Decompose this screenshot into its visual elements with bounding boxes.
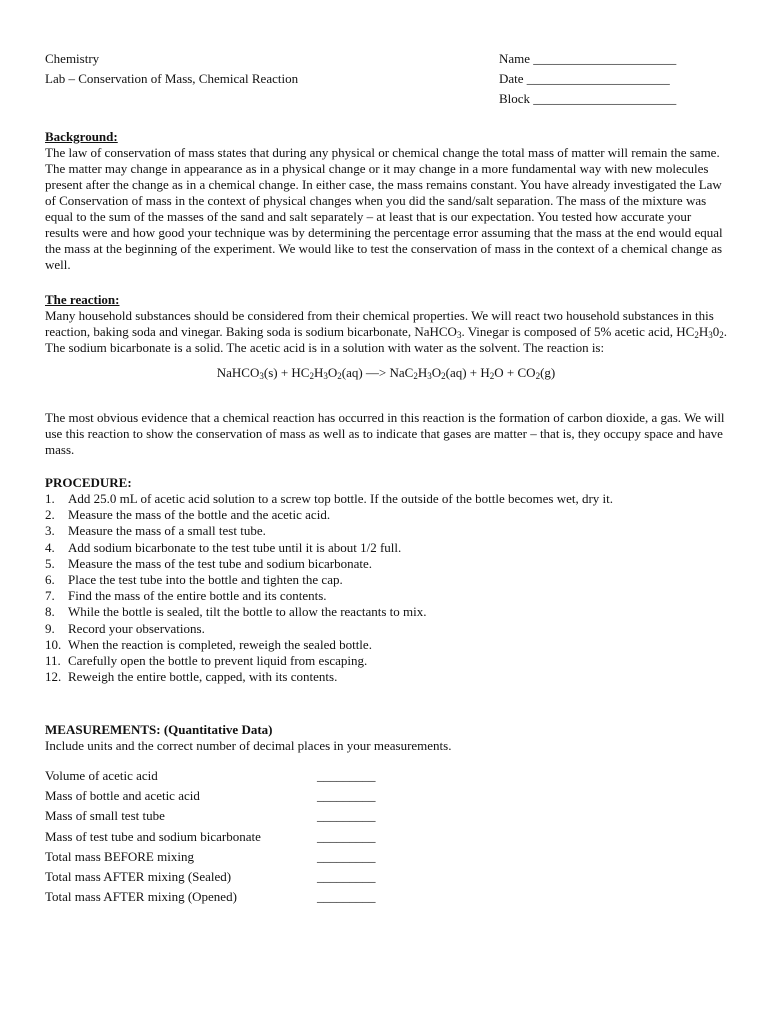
step-number: 8. <box>45 604 55 620</box>
chemical-equation <box>45 365 727 389</box>
step-number: 5. <box>45 555 55 571</box>
equation-part: (aq) + H <box>445 365 490 380</box>
procedure-step <box>45 653 727 669</box>
equation-part: H <box>313 365 324 380</box>
course-name: Chemistry <box>45 51 100 66</box>
procedure-step <box>45 540 727 556</box>
reaction-text-part: H <box>698 324 709 339</box>
equation-part: H <box>417 365 428 380</box>
observation-paragraph <box>45 410 727 458</box>
step-number: 3. <box>45 523 55 539</box>
measurement-label: Total mass AFTER mixing (Opened) <box>45 889 237 905</box>
reaction-heading: The reaction: <box>45 292 120 307</box>
step-text: Find the mass of the entire bottle and its contents. <box>68 588 327 604</box>
procedure-step <box>45 621 727 637</box>
procedure-steps <box>45 491 727 685</box>
reaction-text-part: . The sodium bicarbonate is a solid. The acetic acid is in a solution with water as the solvent. The reaction is: <box>45 324 727 355</box>
subscript: 2 <box>441 371 446 381</box>
step-text: Measure the mass of the test tube and sodium bicarbonate. <box>68 555 372 571</box>
subscript: 3 <box>427 371 432 381</box>
measurement-blank[interactable]: _________ <box>317 889 376 905</box>
measurements-heading: MEASUREMENTS: (Quantitative Data) <box>45 722 273 737</box>
step-text: When the reaction is completed, reweigh the sealed bottle. <box>68 636 372 652</box>
equation-part: O <box>327 365 338 380</box>
procedure-step <box>45 556 727 572</box>
measurement-blank[interactable]: _________ <box>317 768 376 783</box>
measurement-label: Volume of acetic acid <box>45 768 158 783</box>
observation-text: The most obvious evidence that a chemical reaction has occurred in this reaction is the formation of carbon dioxide, a gas. We will use this reaction to show the conservation of mass as well as to indicate that gases are matter – that is, they occupy space and have mass. <box>45 410 725 457</box>
reaction-text-part: . Vinegar is composed of 5% acetic acid, HC <box>461 324 695 339</box>
subscript: 3 <box>456 330 462 340</box>
subscript: 2 <box>719 330 724 340</box>
step-text: While the bottle is sealed, tilt the bottle to allow the reactants to mix. <box>68 604 427 620</box>
procedure-heading: PROCEDURE: <box>45 475 132 490</box>
measurements-section <box>45 722 727 909</box>
measurement-row <box>45 829 727 849</box>
measurement-label: Mass of test tube and sodium bicarbonate <box>45 828 261 844</box>
procedure-section <box>45 475 727 685</box>
header-left <box>45 51 298 91</box>
measurement-label: Mass of bottle and acetic acid <box>45 788 200 804</box>
equation-part: (g) <box>540 365 556 380</box>
measurement-row <box>45 808 727 828</box>
reaction-text-part: Many household substances should be considered from their chemical properties. We will react two household substances in this reaction, baking soda and vinegar. Baking soda is sodium bicarbonate, NaHCO <box>45 308 714 339</box>
subscript: 2 <box>337 371 342 381</box>
measurement-row <box>45 849 727 869</box>
measurement-blank[interactable]: _________ <box>317 848 376 864</box>
subscript: 2 <box>535 371 541 381</box>
background-heading: Background: <box>45 129 118 144</box>
step-number: 4. <box>45 539 55 555</box>
procedure-step <box>45 637 727 653</box>
procedure-step <box>45 572 727 588</box>
background-section <box>45 129 727 273</box>
measurements-list <box>45 768 727 909</box>
step-text: Measure the mass of a small test tube. <box>68 523 266 539</box>
step-text: Record your observations. <box>68 620 205 636</box>
lab-title: Lab – Conservation of Mass, Chemical Reaction <box>45 71 299 86</box>
measurement-row <box>45 889 727 909</box>
procedure-step <box>45 669 727 685</box>
equation-part: O <box>431 365 442 380</box>
background-text: The law of conservation of mass states that during any physical or chemical change the total mass of matter will remain the same. The matter may change in appearance as in a physical change or it may change in a more fundamental way with new molecules present after the change as in a chemical change. In either case, the mass remains constant. You have already investigated the Law of Conservation of mass in the context of physical changes when you did the sand/salt separation. The mass of the mixture was equal to the sum of the masses of the sand and salt separately – at least that is our expectation. You tested how accurate your results were and how good your technique was by determining the percentage error assuming that the mass at the end would equal the mass at the beginning of the experiment. We would like to test the conservation of mass in the context of a chemical change as well. <box>45 145 723 272</box>
equation-part: O + CO <box>494 365 536 380</box>
measurement-blank[interactable]: _________ <box>317 868 376 884</box>
measurement-label: Total mass AFTER mixing (Sealed) <box>45 868 232 884</box>
procedure-step <box>45 588 727 604</box>
equation-part: (s) + HC <box>263 365 310 380</box>
reaction-section <box>45 292 727 389</box>
procedure-step <box>45 604 727 620</box>
step-number: 7. <box>45 588 55 604</box>
procedure-step <box>45 491 727 507</box>
step-text: Add sodium bicarbonate to the test tube until it is about 1/2 full. <box>68 539 402 555</box>
step-text: Carefully open the bottle to prevent liquid from escaping. <box>68 652 368 668</box>
name-field[interactable]: Name ______________________ <box>499 51 677 66</box>
step-number: 2. <box>45 507 55 523</box>
date-field[interactable]: Date ______________________ <box>499 71 670 86</box>
step-number: 11. <box>45 652 61 668</box>
step-number: 10. <box>45 636 62 652</box>
block-field[interactable]: Block ______________________ <box>499 91 677 106</box>
equation-part: NaHCO <box>216 365 260 380</box>
subscript: 2 <box>413 371 418 381</box>
subscript: 2 <box>694 330 699 340</box>
header-right <box>499 51 676 111</box>
step-text: Reweigh the entire bottle, capped, with its contents. <box>68 669 338 685</box>
step-number: 9. <box>45 620 55 636</box>
measurement-row <box>45 788 727 808</box>
step-number: 6. <box>45 571 55 587</box>
subscript: 3 <box>323 371 328 381</box>
step-text: Place the test tube into the bottle and tighten the cap. <box>68 571 343 587</box>
measurement-row <box>45 768 727 788</box>
procedure-step <box>45 507 727 523</box>
subscript: 3 <box>259 371 264 381</box>
measurement-label: Total mass BEFORE mixing <box>45 848 194 864</box>
step-text: Measure the mass of the bottle and the acetic acid. <box>68 507 331 523</box>
procedure-step <box>45 523 727 539</box>
equation-part: (aq) —> NaC <box>341 365 414 380</box>
subscript: 3 <box>708 330 713 340</box>
step-number: 12. <box>45 669 62 685</box>
measurement-blank[interactable]: _________ <box>317 828 376 844</box>
reaction-text <box>45 308 727 356</box>
subscript: 2 <box>489 371 495 381</box>
subscript: 2 <box>309 371 314 381</box>
step-text: Add 25.0 mL of acetic acid solution to a screw top bottle. If the outside of the bottle becomes wet, dry it. <box>68 491 614 506</box>
measurement-blank[interactable]: _________ <box>317 788 376 804</box>
measurement-label: Mass of small test tube <box>45 808 165 824</box>
measurements-instructions: Include units and the correct number of decimal places in your measurements. <box>45 738 452 753</box>
step-number: 1. <box>45 491 55 506</box>
measurement-blank[interactable]: _________ <box>317 808 376 824</box>
reaction-text-part: 0 <box>712 324 720 339</box>
measurement-row <box>45 869 727 889</box>
